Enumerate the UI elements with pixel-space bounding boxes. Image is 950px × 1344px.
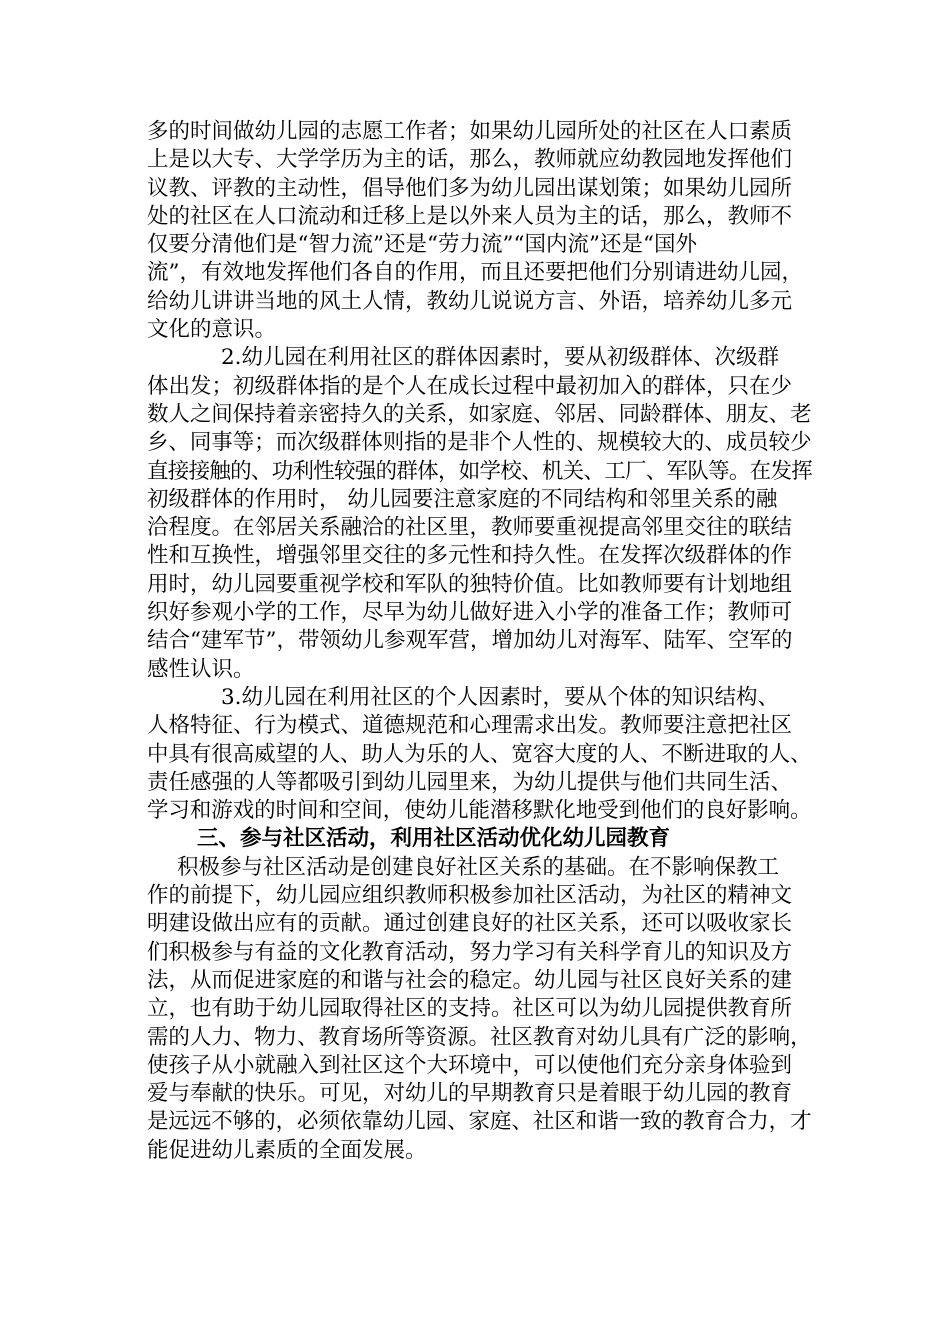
text-line: 作的前提下，幼儿园应组织教师积极参加社区活动，为社区的精神文 (147, 883, 793, 909)
text-line: 流”，有效地发挥他们各自的作用，而且还要把他们分别请进幼儿园， (147, 260, 803, 286)
text-line: 用时，幼儿园要重视学校和军队的独特价值。比如教师要有计划地组 (147, 571, 793, 597)
text-line: 直接接触的、功利性较强的群体，如学校、机关、工厂、军队等。在发挥 (147, 458, 813, 484)
text-line: 洽程度。在邻居关系融洽的社区里，教师要重视提高邻里交往的联结 (147, 515, 793, 541)
text-line: 们积极参与有益的文化教育活动，努力学习有关科学育儿的知识及方 (147, 939, 793, 965)
text-line: 爱与奉献的快乐。可见，对幼儿的早期教育只是着眼于幼儿园的教育 (147, 1081, 793, 1107)
text-line: 仅要分清他们是“智力流”还是“劳力流”“国内流”还是“国外 (147, 232, 697, 258)
paragraph-start-line: 积极参与社区活动是创建良好社区关系的基础。在不影响保教工 (177, 854, 780, 880)
text-line: 责任感强的人等都吸引到幼儿园里来，为幼儿提供与他们共同生活、 (147, 769, 793, 795)
text-line: 人格特征、行为模式、道德规范和心理需求出发。教师要注意把社区 (147, 713, 793, 739)
text-line: 乡、同事等；而次级群体则指的是非个人性的、规模较大的、成员较少 (147, 430, 812, 456)
document-page (147, 118, 813, 1165)
text-line: 多的时间做幼儿园的志愿工作者；如果幼儿园所处的社区在人口素质 (147, 119, 793, 144)
text-line: 能促进幼儿素质的全面发展。 (147, 1137, 427, 1163)
text-line: 给幼儿讲讲当地的风土人情，教幼儿说说方言、外语，培养幼儿多元 (147, 288, 793, 314)
text-line: 明建设做出应有的贡献。通过创建良好的社区关系，还可以吸收家长 (147, 911, 793, 937)
text-line: 性和互换性，增强邻里交往的多元性和持久性。在发挥次级群体的作 (147, 543, 793, 569)
text-line: 是远远不够的，必须依靠幼儿园、家庭、社区和谐一致的教育合力，才 (147, 1109, 812, 1135)
text-line: 议教、评教的主动性，倡导他们多为幼儿园出谋划策；如果幼儿园所 (147, 175, 793, 201)
text-line: 文化的意识。 (147, 317, 277, 343)
text-line: 立，也有助于幼儿园取得社区的支持。社区可以为幼儿园提供教育所 (147, 996, 793, 1022)
text-line: 法，从而促进家庭的和谐与社会的稳定。幼儿园与社区良好关系的建 (147, 967, 793, 993)
text-line: 体出发；初级群体指的是个人在成长过程中最初加入的群体，只在少 (147, 373, 793, 399)
paragraph-start-line: 2.幼儿园在利用社区的群体因素时，要从初级群体、次级群 (221, 345, 780, 371)
text-line: 学习和游戏的时间和空间，使幼儿能潜移默化地受到他们的良好影响。 (147, 798, 812, 824)
text-line: 需的人力、物力、教育场所等资源。社区教育对幼儿具有广泛的影响， (147, 1024, 812, 1050)
text-line: 感性认识。 (147, 656, 255, 682)
text-line: 初级群体的作用时， 幼儿园要注意家庭的不同结构和邻里关系的融 (147, 486, 778, 512)
text-line: 数人之间保持着亲密持久的关系，如家庭、邻居、同龄群体、朋友、老 (147, 401, 812, 427)
section-heading: 三、参与社区活动，利用社区活动优化幼儿园教育 (197, 826, 671, 852)
text-line: 处的社区在人口流动和迁移上是以外来人员为主的话，那么，教师不 (147, 203, 793, 229)
paragraph-start-line: 3.幼儿园在利用社区的个人因素时，要从个体的知识结构、 (221, 684, 780, 710)
text-line: 上是以大专、大学学历为主的话，那么，教师就应幼教园地发挥他们 (147, 147, 793, 173)
text-line: 结合“建军节”，带领幼儿参观军营，增加幼儿对海军、陆军、空军的 (147, 628, 793, 654)
text-line: 使孩子从小就融入到社区这个大环境中，可以使他们充分亲身体验到 (147, 1052, 793, 1078)
text-line: 中具有很高威望的人、助人为乐的人、宽容大度的人、不断进取的人、 (147, 741, 812, 767)
text-line: 织好参观小学的工作，尽早为幼儿做好进入小学的准备工作；教师可 (147, 600, 793, 626)
